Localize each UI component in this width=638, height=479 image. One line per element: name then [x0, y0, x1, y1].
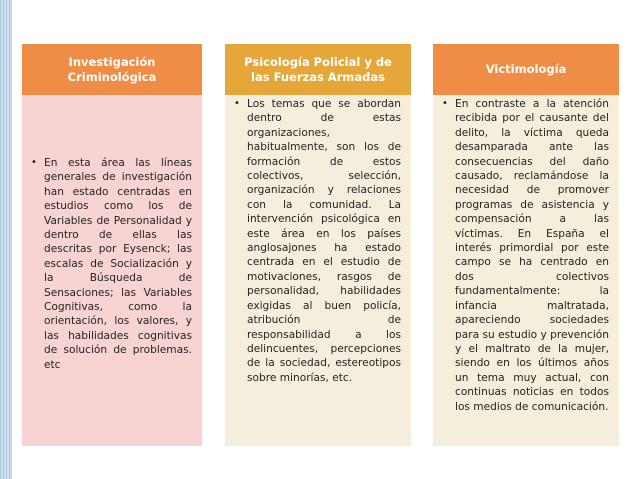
column-investigacion-criminologica	[22, 44, 202, 446]
column-body	[225, 95, 411, 446]
column-heading: Investigación Criminológica	[22, 44, 202, 95]
bullet-icon: •	[234, 98, 240, 109]
column-text	[22, 156, 202, 372]
left-decorative-band	[0, 0, 11, 479]
column-body	[433, 95, 619, 446]
column-heading: Victimología	[433, 44, 619, 95]
left-band-divider	[11, 0, 12, 479]
column-text	[433, 97, 619, 414]
column-psicologia-policial	[225, 44, 411, 446]
column-text	[225, 97, 411, 385]
column-paragraph: En contraste a la atención recibida por el causante del delito, la víctima queda desamparada ante las consecuencias del daño causado, reclamándose la necesidad de promover programas de asistencia y compensación a las víctimas. En España el interés primordial por este campo se ha centrado en dos colectivos fundamentalmente: la infancia maltratada, apareciendo sociedades para su estudio y prevención y el maltrato de la mujer, siendo en los últimos años un tema muy actual, con continuas noticias en todos los medios de comunicación.	[455, 98, 609, 413]
column-paragraph: Los temas que se abordan dentro de estas organizaciones, habitualmente, son los de formación de estos colectivos, selección, organización y relaciones con la comunidad. La intervención psicológica en este área en los países anglosajones ha estado centrada en el estudio de motivaciones, rasgos de personalidad, habilidades exigidas al buen policía, atribución de responsabilidad a los delincuentes, percepciones de la sociedad, estereotipos sobre minorías, etc.	[247, 98, 401, 384]
column-victimologia	[433, 44, 619, 446]
column-body	[22, 95, 202, 446]
bullet-icon: •	[442, 98, 448, 109]
column-paragraph: En esta área las líneas generales de investigación han estado centradas en estudios como los de Variables de Personalidad y dentro de ellas las descritas por Eysenck; las escalas de Socialización y la Búsqueda de Sensaciones; las Variables Cognitivas, como la orientación, los valores, y las habilidades cognitivas de solución de problemas. etc	[44, 157, 192, 371]
column-heading: Psicología Policial y de las Fuerzas Armadas	[225, 44, 411, 95]
bullet-icon: •	[31, 157, 37, 168]
